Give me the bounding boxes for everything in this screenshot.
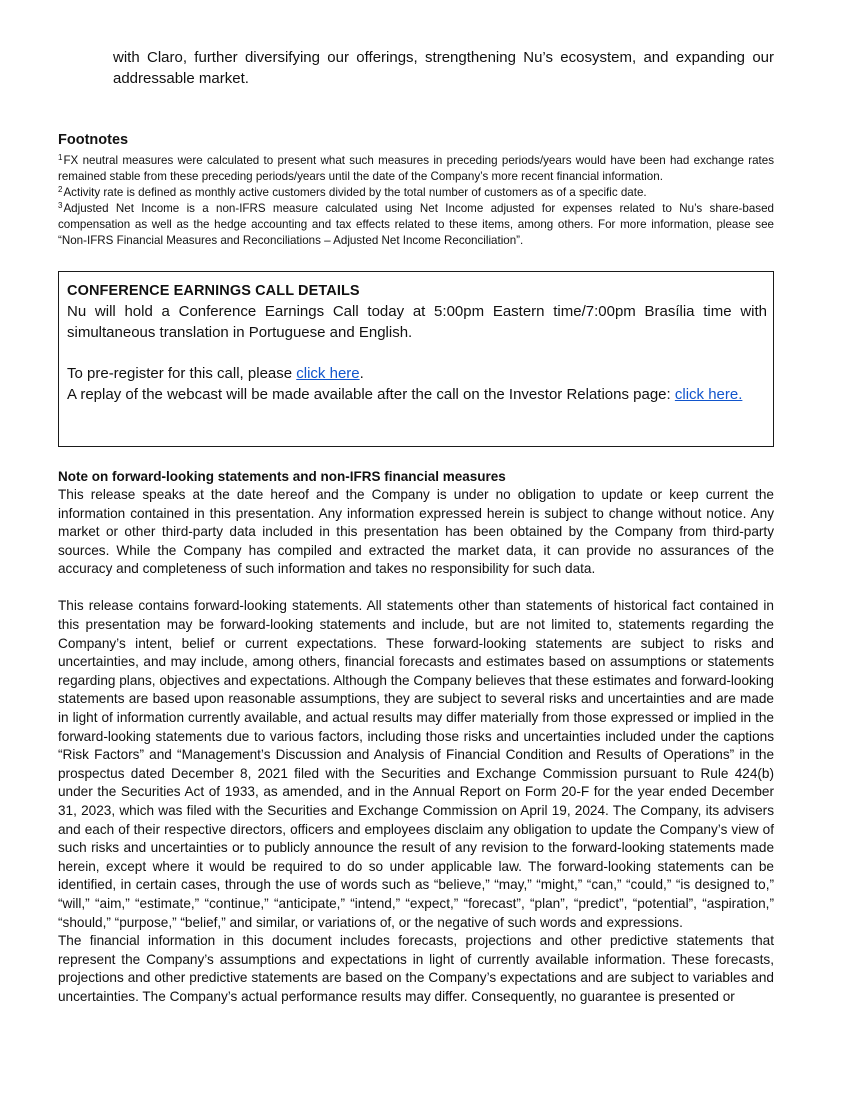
earnings-call-description: Nu will hold a Conference Earnings Call today at 5:00pm Eastern time/7:00pm Brasília time with simultaneous translation in Portuguese and English. xyxy=(67,303,767,341)
footnotes-section xyxy=(58,131,774,249)
footnote-1 xyxy=(58,153,774,185)
preregister-line xyxy=(67,363,767,384)
footnotes-title: Footnotes xyxy=(58,132,129,148)
forward-looking-paragraph-3: The financial information in this document includes forecasts, projections and other predictive statements that represent the Company’s assumptions and expectations in light of currently available information. These forecasts, projections and other predictive statements are based on the Company’s expectations and are subject to variables and uncertainties. The Company’s actual performance results may differ. Consequently, no guarantee is presented or xyxy=(58,933,774,1004)
forward-looking-title: Note on forward-looking statements and non-IFRS financial measures xyxy=(58,469,506,484)
earnings-call-box xyxy=(58,271,774,447)
footnote-2 xyxy=(58,185,774,201)
preregister-suffix: . xyxy=(359,365,364,382)
footnote-text: FX neutral measures were calculated to present what such measures in preceding periods/years would have been had exchange rates remained stable from these preceding periods/years until the date of the Company’s more recent financial information. xyxy=(58,154,774,183)
footnote-text: Adjusted Net Income is a non-IFRS measure calculated using Net Income adjusted for expenses related to Nu’s share-based compensation as well as the hedge accounting and tax effects related to these items, among others. For more information, please see “Non-IFRS Financial Measures and Reconciliations – Adjusted Net Income Reconciliation”. xyxy=(58,202,774,247)
earnings-call-title: CONFERENCE EARNINGS CALL DETAILS xyxy=(67,283,360,299)
footnote-marker: 2 xyxy=(58,185,63,194)
preregister-prefix: To pre-register for this call, please xyxy=(67,365,297,382)
forward-looking-paragraph-1: This release speaks at the date hereof and the Company is under no obligation to update or keep current the information contained in this presentation. Any information expressed herein is subject to change without notice. Any market or other third-party data included in this presentation has been obtained by the Company from third-party sources. While the Company has compiled and extracted the market data, it can provide no assurances of the accuracy and completeness of such information and takes no responsibility for such data. xyxy=(58,487,774,577)
footnote-marker: 1 xyxy=(58,153,63,162)
footnote-3 xyxy=(58,201,774,249)
footnote-marker: 3 xyxy=(58,201,63,210)
replay-link[interactable]: click here. xyxy=(674,386,743,403)
intro-paragraph: with Claro, further diversifying our offerings, strengthening Nu’s ecosystem, and expanding our addressable market. xyxy=(113,49,774,87)
replay-line xyxy=(67,384,767,405)
forward-looking-paragraph-2: This release contains forward-looking statements. All statements other than statements of historical fact contained in this presentation may be forward-looking statements and include, but are not limited to, statements regarding the Company’s intent, belief or current expectations. These forward-looking statements are subject to risks and uncertainties, and may include, among others, financial forecasts and estimates based on assumptions or statements regarding plans, objectives and expectations. Although the Company believes that these estimates and forward-looking statements are based upon reasonable assumptions, they are subject to several risks and uncertainties and are made in light of information currently available, and actual results may differ materially from those expressed or implied in the forward-looking statements due to various factors, including those risks and uncertainties included under the captions “Risk Factors” and “Management’s Discussion and Analysis of Financial Condition and Results of Operations” in the prospectus dated December 8, 2021 filed with the Securities and Exchange Commission pursuant to Rule 424(b) under the Securities Act of 1933, as amended, and in the Annual Report on Form 20-F for the year ended December 31, 2023, which was filed with the Securities and Exchange Commission on April 19, 2024. The Company, its advisers and each of their respective directors, officers and employees disclaim any obligation to update the Company’s view of such risks and uncertainties or to publicly announce the result of any revision to the forward-looking statements made herein, except where it would be required to do so under applicable law. The forward-looking statements can be identified, in certain cases, through the use of words such as “believe,” “may,” “might,” “can,” “could,” “is designed to,” “will,” “aim,” “estimate,” “continue,” “anticipate,” “intend,” “expect,” “forecast”, “plan”, “predict”, “potential”, “aspiration,” “should,” “purpose,” “belief,” and similar, or variations of, or the negative of such words and expressions. xyxy=(58,598,774,930)
forward-looking-section xyxy=(58,467,774,1007)
preregister-link[interactable]: click here xyxy=(296,365,360,382)
replay-prefix: A replay of the webcast will be made available after the call on the Investor Relations page: xyxy=(67,386,675,403)
footnote-text: Activity rate is defined as monthly active customers divided by the total number of customers as of a specific date. xyxy=(63,186,647,199)
